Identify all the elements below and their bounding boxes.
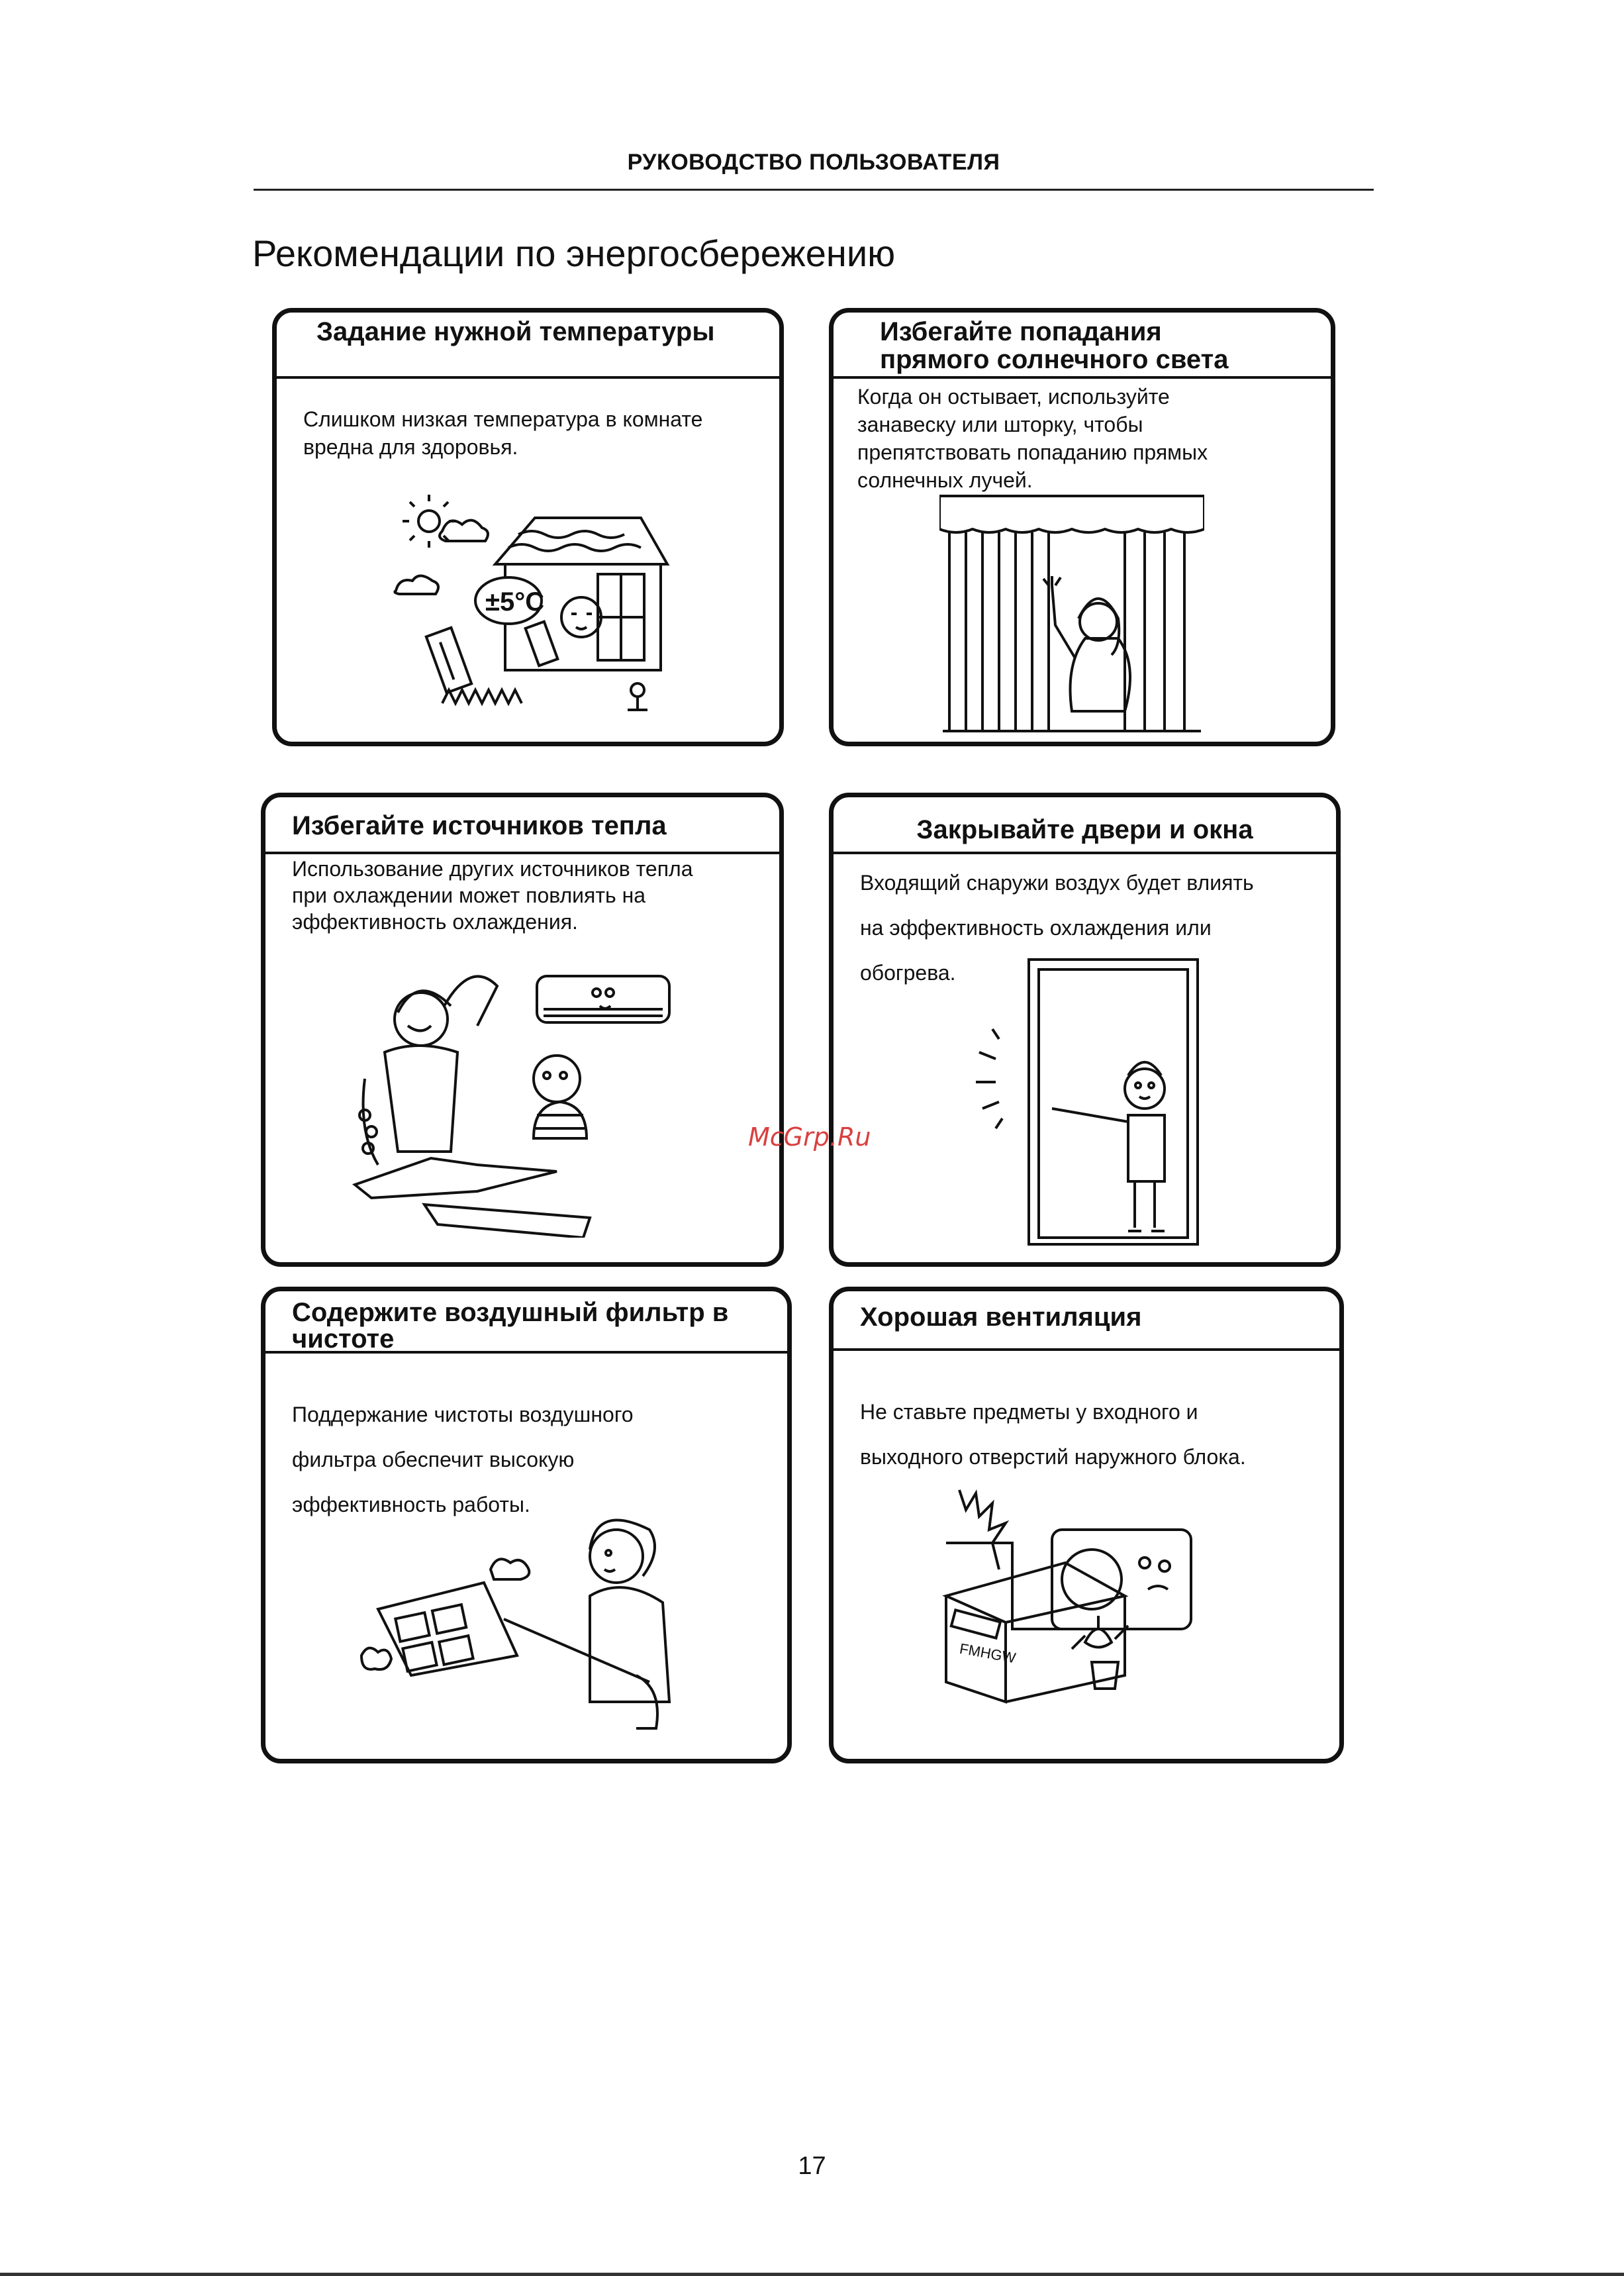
card-ventilation [829, 1287, 1344, 1763]
card-title [277, 313, 779, 379]
card-title-line: прямого солнечного света [880, 345, 1229, 374]
card-title [834, 313, 1331, 379]
page-header-title: РУКОВОДСТВО ПОЛЬЗОВАТЕЛЯ [627, 150, 1000, 175]
card-text-line: обогрева. [860, 961, 956, 985]
card-text-line: фильтра обеспечит высокую [292, 1448, 575, 1471]
card-text-line: Слишком низкая температура в комнате [303, 407, 703, 431]
card-title [834, 797, 1336, 854]
card-text-line: Не ставьте предметы у входного и [860, 1400, 1198, 1424]
svg-text:±5°C: ±5°C [485, 587, 545, 617]
card-text-line: Когда он остывает, используйте [857, 385, 1170, 409]
card-avoid-heat [261, 793, 784, 1267]
card-text-line: вредна для здоровья. [303, 435, 518, 459]
card-text-line: занавеску или шторку, чтобы [857, 413, 1143, 436]
heat-sources-icon [345, 966, 689, 1238]
curtain-window-icon [939, 493, 1204, 744]
card-title-text: Избегайте источников тепла [292, 811, 667, 840]
svg-text:FMHGW: FMHGW [958, 1640, 1018, 1667]
card-title-text: Задание нужной температуры [316, 317, 715, 346]
filter-cleaning-icon [358, 1503, 729, 1742]
card-title-text: Закрывайте двери и окна [916, 815, 1253, 844]
card-text-line: препятствовать попаданию прямых [857, 440, 1208, 464]
card-text [860, 1389, 1246, 1479]
header-divider [254, 189, 1374, 191]
card-clean-filter [261, 1287, 792, 1763]
card-text-line: эффективность охлаждения. [292, 910, 578, 934]
card-text [857, 383, 1208, 494]
watermark: McGrp.Ru [748, 1122, 871, 1152]
card-text-line: при охлаждении может повлиять на [292, 883, 646, 907]
card-text-line: выходного отверстий наружного блока. [860, 1445, 1246, 1469]
card-title [265, 1291, 787, 1354]
card-title-line: чистоте [292, 1324, 395, 1354]
card-title [265, 797, 779, 854]
card-set-temperature [272, 308, 784, 746]
card-text-line: Использование других источников тепла [292, 857, 693, 881]
card-title-line: Содержите воздушный фильтр в [292, 1298, 729, 1327]
card-title-text: Хорошая вентиляция [860, 1303, 1142, 1332]
card-text-line: на эффективность охлаждения или [860, 916, 1212, 940]
card-title-line: Избегайте попадания [880, 317, 1162, 346]
card-title [834, 1291, 1339, 1351]
card-text-line: Входящий снаружи воздух будет влиять [860, 871, 1254, 895]
card-text [292, 856, 693, 935]
card-text [303, 405, 702, 461]
open-door-icon [959, 956, 1211, 1254]
page-number: 17 [798, 2152, 826, 2180]
outdoor-unit-icon [933, 1483, 1244, 1708]
bottom-divider [0, 2273, 1624, 2276]
card-text-line: солнечных лучей. [857, 468, 1033, 492]
card-avoid-sunlight [829, 308, 1335, 746]
card-text-line: эффективность работы. [292, 1493, 530, 1516]
section-title: Рекомендации по энергосбережению [252, 232, 896, 274]
house-temperature-icon [376, 491, 694, 717]
card-close-doors [829, 793, 1341, 1267]
card-text-line: Поддержание чистоты воздушного [292, 1403, 634, 1426]
